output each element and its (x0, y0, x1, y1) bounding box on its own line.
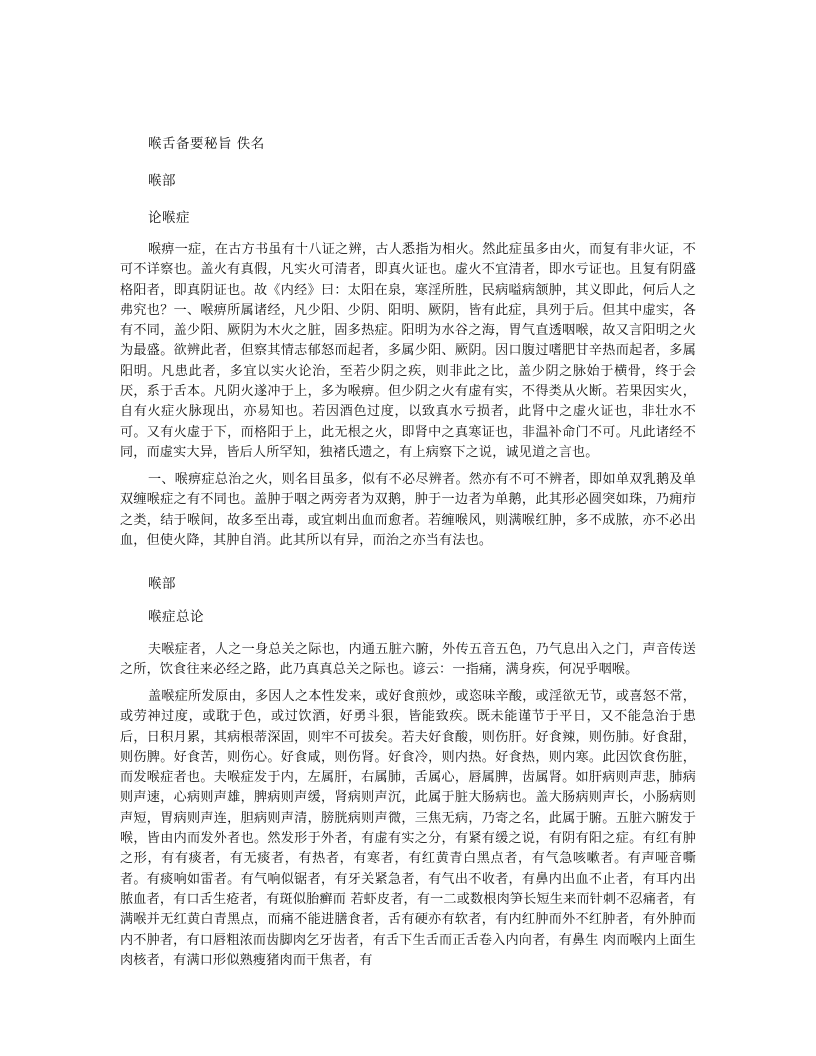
paragraph: 盖喉症所发原由，多因人之本性发来，或好食煎炒，或恣味辛酸，或淫欲无节，或喜怒不常，或劳神过度，或耽于色，或过饮酒，好勇斗狠，皆能致疾。既未能谨节于平日，又不能急治于患后，日积月累，其病根蒂深固，则牢不可拔矣。若夫好食酸，则伤肝。好食辣，则伤肺。好食甜，则伤脾。好食苦，则伤心。好食咸，则伤肾。好食冷，则内热。好食热，则内寒。此因饮食伤脏，而发喉症者也。夫喉症发于内，左属肝，右属肺，舌属心，唇属脾，齿属肾。如肝病则声悲，肺病则声速，心病则声雄，脾病则声缓，肾病则声沉，此属于脏大肠病也。盖大肠病则声长，小肠病则声短，胃病则声连，胆病则声清，膀胱病则声微，三焦无病，乃寄之名，此属于腑。五脏六腑发于喉，皆由内而发外者也。然发形于外者，有虚有实之分，有紧有缓之说，有阴有阳之症。有红有肿之形，有有痰者，有无痰者，有热者，有寒者，有红黄青白黑点者，有气急咳嗽者。有声哑音嘶者。有痰响如雷者。有气响似锯者，有牙关紧急者，有气出不收者，有鼻内出血不止者，有耳内出脓血者，有口舌生疮者，有斑似胎癣而 若虾皮者，有一二或数根肉笋长短生来而针刺不忍痛者，有满喉并无红黄白青黑点，而痛不能进膳食者，舌有硬亦有软者，有内红肿而外不红肿者，有外肿而内不肿者，有口唇粗浓而齿脚肉乞牙齿者，有舌下生舌而正舌卷入内向者，有鼻生 肉而喉内上面生肉核者，有满口形似熟瘦猪肉而干焦者，有 (120, 689, 696, 968)
subsection-heading-general-theory: 喉症总论 (148, 609, 204, 625)
section-heading-throat: 喉部 (148, 173, 176, 189)
section-heading-throat-2: 喉部 (148, 576, 176, 592)
paragraph: 夫喉症者，人之一身总关之际也，内通五脏六腑，外传五音五色，乃气息出入之门，声音传送之所，饮食往来必经之路，此乃真真总关之际也。谚云：一指痛，满身疾，何况乎咽喉。 (120, 642, 696, 678)
subsection-heading-on-throat-disease: 论喉症 (148, 210, 190, 226)
paragraph: 喉痹一症，在古方书虽有十八证之辨，古人悉指为相火。然此症虽多由火，而复有非火证，不可不详察也。盖火有真假，凡实火可清者，即真火证也。虚火不宜清者，即水亏证也。且复有阴盛格阳者，即真阴证也。故《内经》曰：太阳在泉，寒淫所胜，民病嗌病颔肿，其义即此，何后人之弗究也？一、喉痹所属诸经，凡少阳、少阴、阳明、厥阴，皆有此症，具列于后。但其中虚实，各有不同，盖少阳、厥阴为木火之脏，固多热症。阳明为水谷之海，胃气直透咽喉，故又言阳明之火为最盛。欲辨此者，但察其情志郁怒而起者，多属少阳、厥阴。因口腹过嗜肥甘辛热而起者，多属阳明。凡患此者，多宜以实火论治，至若少阴之疾，则非此之比，盖少阴之脉始于横骨，终于会厌，系于舌本。凡阴火遂冲于上，多为喉痹。但少阴之火有虚有实，不得类从火断。若果因实火，自有火症火脉现出，亦易知也。若因酒色过度，以致真水亏损者，此肾中之虚火证也，非壮水不可。又有火虚于下，而格阳于上，此无根之火，即肾中之真寒证也，非温补命门不可。凡此诸经不同，而虚实大异，皆后人所罕知，独褚氏遗之，有上病察下之说，诚见道之言也。 (120, 242, 696, 460)
paragraph: 一、喉痹症总治之火，则名目虽多，似有不必尽辨者。然亦有不可不辨者，即如单双乳鹅及单双缠喉症之有不同也。盖肿于咽之两旁者为双鹅，肿于一边者为单鹅，此其形必圆突如珠，乃痈疖之类，结于喉间，故多至出毒，或宜刺出血而愈者。若缠喉风，则满喉红肿，多不成脓，亦不必出血，但使火降，其肿自消。此其所以有异，而治之亦当有法也。 (120, 472, 696, 548)
document-title: 喉舌备要秘旨 佚名 (148, 136, 265, 152)
